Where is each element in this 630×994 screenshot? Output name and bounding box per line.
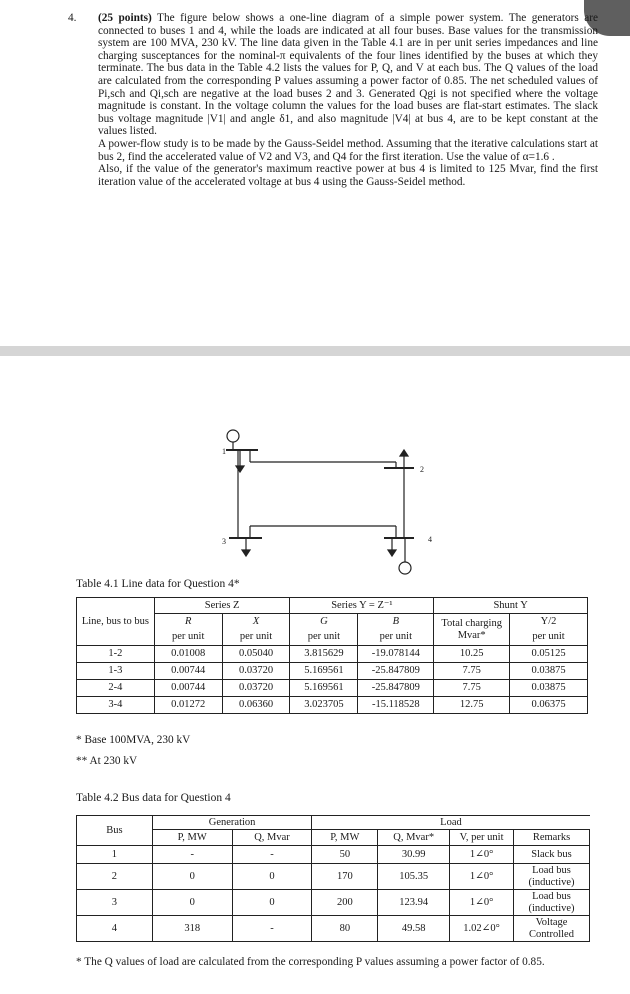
load-2-arrow [400, 450, 408, 456]
cell: 3-4 [77, 697, 155, 714]
cell: 0.06360 [222, 697, 290, 714]
cell: -19.078144 [358, 646, 434, 663]
cell: - [232, 846, 312, 864]
cell: 12.75 [434, 697, 510, 714]
table-2-title: Table 4.2 Bus data for Question 4 [76, 792, 231, 804]
cell: 1-3 [77, 663, 155, 680]
load-3-arrow [242, 550, 250, 556]
col-load-q-header: Q, Mvar* [378, 830, 450, 846]
cell: 0.05125 [510, 646, 588, 663]
table-row [77, 646, 588, 663]
generator-4-icon [399, 562, 411, 574]
col-gen-q-header: Q, Mvar [232, 830, 312, 846]
question-text-1: The figure below shows a one-line diagram of a simple power system. The generators are connected to buses 1 and 4, while the loads are indicated at all four buses. Base values for the transmission system are 100 MVA, 230 kV. The line data given in the Table 4.1 are in per unit series impedances and line charging susceptances for the nominal-π equivalents of the four lines identified by the buses at which they terminate. The bus data in the Table 4.2 lists the values for P, Q, and V at each bus. The Q values of the load are calculated from the corresponding P values assuming a power factor of 0.85. The net scheduled values of Pi,sch and Qi,sch are negative at the load buses 2 and 3. Generated Qgi is not specified where the voltage magnitude is constant. In the voltage column the values for the load buses are flat-start estimates. The slack bus voltage magnitude |V1| and angle δ1, and also magnitude |V4| at bus 4, are to be kept constant at the values listed. [98, 12, 599, 138]
cell: 105.35 [378, 864, 450, 890]
cell: 0 [232, 890, 312, 916]
col-load-p-header: P, MW [312, 830, 378, 846]
cell: 3.023705 [290, 697, 358, 714]
cell: 5.169561 [290, 680, 358, 697]
cell: 123.94 [378, 890, 450, 916]
col-g-header: G [320, 615, 328, 627]
cell: -25.847809 [358, 680, 434, 697]
cell: 0.03720 [222, 680, 290, 697]
cell: - [152, 846, 232, 864]
cell: 0.01272 [154, 697, 222, 714]
per-unit-label: per unit [154, 630, 222, 646]
cell: Load bus (inductive) [514, 864, 590, 890]
cell: 318 [152, 916, 232, 942]
cell: 0.03875 [510, 663, 588, 680]
col-r-header: R [184, 615, 192, 627]
col-x-header: X [252, 615, 260, 627]
cell: 0.00744 [154, 663, 222, 680]
cell: 0.03875 [510, 680, 588, 697]
question-paragraph-1 [68, 12, 598, 138]
cell: 1.02∠0° [450, 916, 514, 942]
generation-header: Generation [152, 816, 312, 830]
bus-3-label: 3 [222, 537, 226, 546]
per-unit-label: per unit [510, 630, 588, 646]
cell: 3 [77, 890, 153, 916]
col-line-header: Line, bus to bus [77, 598, 155, 646]
cell: 80 [312, 916, 378, 942]
table-row [77, 663, 588, 680]
col-bus-header: Bus [77, 816, 153, 846]
bus-2-label: 2 [420, 465, 424, 474]
cell: 1 [77, 846, 153, 864]
cell: Voltage Controlled [514, 916, 590, 942]
cell: 1∠0° [450, 846, 514, 864]
page-divider [0, 346, 630, 356]
table-row [77, 916, 590, 942]
one-line-diagram [0, 420, 630, 580]
table-1-note-2: ** At 230 kV [76, 755, 138, 767]
cell: Load bus (inductive) [514, 890, 590, 916]
col-charging-header: Total charging Mvar* [434, 614, 510, 646]
col-remarks-header: Remarks [514, 830, 590, 846]
load-4-arrow [388, 550, 396, 556]
line-data-table [76, 597, 588, 714]
cell: 1∠0° [450, 890, 514, 916]
table-row [77, 846, 590, 864]
table-row [77, 697, 588, 714]
cell: 0.03720 [222, 663, 290, 680]
cell: Slack bus [514, 846, 590, 864]
cell: - [232, 916, 312, 942]
cell: 49.58 [378, 916, 450, 942]
cell: 0.00744 [154, 680, 222, 697]
generator-1-icon [227, 430, 239, 442]
cell: 5.169561 [290, 663, 358, 680]
cell: 0.01008 [154, 646, 222, 663]
cell: -25.847809 [358, 663, 434, 680]
per-unit-label: per unit [358, 630, 434, 646]
per-unit-label: per unit [222, 630, 290, 646]
question-number: 4. [68, 12, 77, 24]
table-row [77, 890, 590, 916]
cell: 3.815629 [290, 646, 358, 663]
bus-4-label: 4 [428, 535, 432, 544]
cell: -15.118528 [358, 697, 434, 714]
col-gen-p-header: P, MW [152, 830, 232, 846]
shunt-y-header: Shunt Y [434, 598, 588, 614]
cell: 0.05040 [222, 646, 290, 663]
cell: 0 [152, 890, 232, 916]
cell: 2-4 [77, 680, 155, 697]
cell: 1-2 [77, 646, 155, 663]
table-row [77, 680, 588, 697]
cell: 170 [312, 864, 378, 890]
cell: 7.75 [434, 663, 510, 680]
cell: 200 [312, 890, 378, 916]
table-2-note: * The Q values of load are calculated from the corresponding P values assuming a power factor of 0.85. [76, 956, 545, 968]
question-paragraph-3: Also, if the value of the generator's maximum reactive power at bus 4 is limited to 125 Mvar, find the first iteration value of the accelerated voltage at bus 4 using the Gauss-Seidel method. [98, 163, 598, 188]
cell: 4 [77, 916, 153, 942]
table-1-note-1: * Base 100MVA, 230 kV [76, 734, 191, 746]
load-header: Load [312, 816, 590, 830]
per-unit-label: per unit [290, 630, 358, 646]
cell: 10.25 [434, 646, 510, 663]
bus-data-table [76, 815, 590, 942]
question-points: (25 points) [98, 12, 152, 24]
series-y-header: Series Y = Z⁻¹ [290, 598, 434, 614]
col-y2-header: Y/2 [510, 614, 588, 630]
cell: 1∠0° [450, 864, 514, 890]
col-v-header: V, per unit [450, 830, 514, 846]
table-1-title: Table 4.1 Line data for Question 4* [76, 578, 240, 590]
cell: 0 [232, 864, 312, 890]
table-row [77, 864, 590, 890]
cell: 0.06375 [510, 697, 588, 714]
cell: 2 [77, 864, 153, 890]
cell: 30.99 [378, 846, 450, 864]
question-block [68, 12, 598, 188]
cell: 50 [312, 846, 378, 864]
question-paragraph-2: A power-flow study is to be made by the Gauss-Seidel method. Assuming that the iterative calculations start at bus 2, find the accelerated value of V2 and V3, and Q4 for the first iteration. Use the value of α=1.6 . [98, 137, 598, 163]
col-b-header: B [392, 615, 400, 627]
cell: 7.75 [434, 680, 510, 697]
series-z-header: Series Z [154, 598, 290, 614]
bus-1-label: 1 [222, 447, 226, 456]
load-1-arrow [236, 466, 244, 472]
cell: 0 [152, 864, 232, 890]
